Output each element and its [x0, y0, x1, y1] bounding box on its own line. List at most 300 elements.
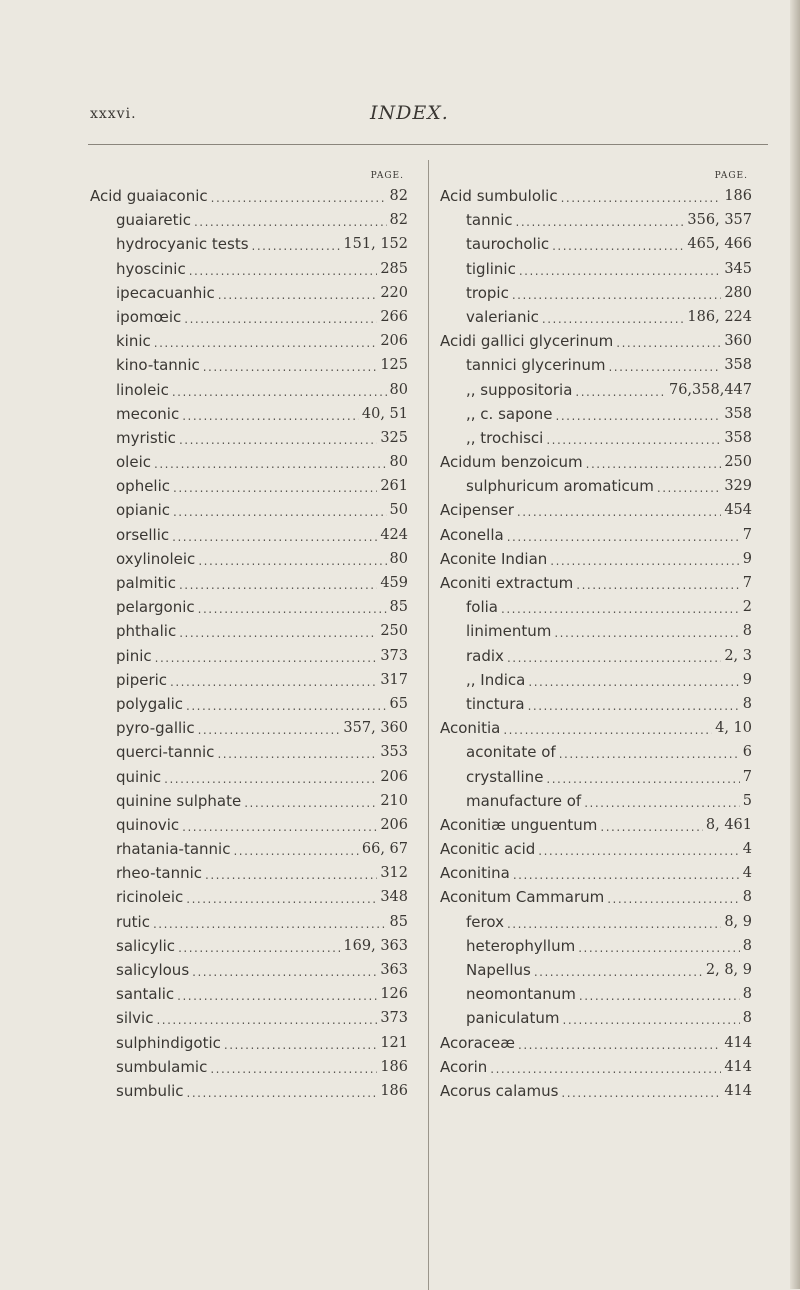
dot-leader [156, 1008, 377, 1032]
entry-term: opianic [116, 501, 170, 520]
entry-pages: 8, 461 [705, 816, 752, 833]
index-entry [440, 861, 752, 885]
entry-pages: 356, 357 [687, 212, 752, 229]
index-entry [90, 1079, 408, 1103]
entry-term: valerianic [466, 307, 539, 326]
entry-term: crystalline [466, 767, 544, 786]
entry-term: hyoscinic [116, 259, 186, 278]
entry-pages: 186 [380, 1082, 408, 1099]
entry-pages: 125 [380, 357, 408, 374]
entry-term: Acipenser [440, 501, 514, 520]
dot-leader [528, 670, 739, 694]
entry-term: piperic [116, 670, 168, 689]
entry-pages: 2 [742, 599, 752, 616]
entry-pages: 373 [380, 647, 408, 664]
index-entry [440, 232, 752, 256]
entry-term: Aconitic acid [440, 840, 536, 859]
index-entry [90, 885, 408, 909]
entry-term: Acorus calamus [440, 1081, 559, 1100]
index-entry [440, 281, 752, 305]
entry-pages: 363 [380, 962, 408, 978]
index-entry [440, 740, 752, 764]
entry-term: polygalic [116, 694, 184, 713]
entry-pages: 50 [389, 502, 408, 519]
entry-term: pinic [116, 646, 152, 665]
entry-pages: 358 [724, 429, 752, 446]
index-entry [90, 184, 408, 208]
entry-term: ,, trochisci [466, 428, 544, 447]
entry-term: tinctura [466, 694, 525, 713]
dot-leader [164, 767, 377, 791]
entry-term: Acid sumbulolic [440, 187, 558, 205]
entry-term: salicylic [116, 936, 176, 955]
entry-pages: 414 [724, 1082, 752, 1099]
entry-term: Napellus [466, 961, 531, 979]
entry-term: quinovic [116, 815, 180, 834]
index-entry [440, 1055, 752, 1079]
entry-term: paniculatum [466, 1009, 560, 1028]
entry-pages: 9 [742, 550, 752, 567]
index-entry [440, 716, 752, 740]
dot-leader [552, 234, 684, 258]
entry-pages: 186, 224 [687, 308, 752, 325]
dot-leader [528, 694, 740, 718]
entry-pages: 85 [389, 599, 408, 616]
entry-term: tannici glycerinum [466, 356, 606, 375]
entry-term: santalic [116, 985, 175, 1004]
entry-term: quinine sulphate [116, 791, 242, 810]
dot-leader [538, 839, 739, 863]
index-entry [440, 910, 752, 934]
dot-leader [184, 307, 377, 331]
entry-pages: 169, 363 [343, 937, 408, 954]
dot-leader [550, 549, 739, 573]
index-column-right [440, 169, 752, 1103]
entry-term: Aconitina [440, 864, 510, 883]
entry-term: aconitate of [466, 743, 556, 762]
dot-leader [512, 283, 721, 307]
entry-term: palmitic [116, 574, 176, 592]
entry-pages: 7 [742, 575, 752, 591]
entry-pages: 76,358,447 [668, 381, 752, 398]
entry-pages: 80 [389, 454, 408, 471]
index-entry [90, 668, 408, 692]
entry-term: sulphuricum aromaticum [466, 477, 654, 496]
index-entry [90, 498, 408, 522]
dot-leader [179, 428, 377, 452]
index-entry [90, 765, 408, 789]
index-entry [440, 885, 752, 909]
dot-leader [608, 355, 721, 379]
entry-pages: 2, 3 [724, 647, 752, 664]
dot-leader [177, 984, 377, 1008]
entry-term: oxylinoleic [116, 549, 196, 568]
entry-pages: 8 [742, 623, 752, 640]
entry-pages: 7 [742, 768, 752, 785]
entry-term: Acoraceæ [440, 1033, 515, 1052]
index-entry [440, 547, 752, 571]
dot-leader [516, 210, 685, 234]
entry-term: rhatania-tannic [116, 840, 231, 859]
dot-leader [244, 791, 377, 815]
index-entry [440, 571, 752, 595]
entry-term: linoleic [116, 380, 169, 399]
entry-term: quinic [116, 767, 162, 786]
dot-leader [616, 331, 721, 355]
index-entry [90, 789, 408, 813]
dot-leader [561, 1081, 721, 1105]
index-entry [440, 958, 752, 982]
index-entry [90, 910, 408, 934]
index-entry [90, 281, 408, 305]
dot-leader [607, 887, 740, 911]
index-entry [90, 353, 408, 377]
dot-leader [170, 670, 377, 694]
entry-pages: 317 [380, 671, 408, 688]
dot-leader [205, 863, 377, 887]
entry-term: radix [466, 646, 504, 665]
entry-term: sumbulamic [116, 1057, 208, 1076]
entry-term: heterophyllum [466, 936, 576, 955]
entry-pages: 4, 10 [715, 720, 752, 737]
dot-leader [575, 380, 666, 404]
entry-term: hydrocyanic tests [116, 235, 249, 254]
index-entry [90, 595, 408, 619]
index-entry [440, 353, 752, 377]
dot-leader [542, 307, 685, 331]
entry-pages: 7 [742, 526, 752, 543]
dot-leader [182, 404, 359, 428]
dot-leader [210, 1057, 377, 1081]
dot-leader [153, 912, 387, 936]
dot-leader [186, 887, 377, 911]
dot-leader [182, 815, 377, 839]
entry-pages: 8, 9 [724, 913, 752, 930]
entry-term: neomontanum [466, 985, 576, 1004]
index-entry [440, 329, 752, 353]
dot-leader [154, 331, 378, 355]
index-entry [440, 765, 752, 789]
entry-pages: 454 [724, 502, 752, 519]
entry-term: Acid guaiaconic [90, 187, 208, 205]
dot-leader [546, 767, 739, 791]
entry-term: ipecacuanhic [116, 283, 215, 302]
entry-pages: 5 [742, 792, 752, 809]
entry-pages: 250 [380, 623, 408, 640]
entry-term: kino-tannic [116, 356, 200, 375]
dot-leader [519, 259, 721, 283]
index-entry [90, 934, 408, 958]
entry-term: meconic [116, 404, 180, 423]
dot-leader [217, 742, 377, 766]
entry-term: Aconella [440, 525, 504, 544]
page-number: xxxvi. [90, 106, 137, 122]
index-entry [440, 1006, 752, 1030]
index-entry [90, 813, 408, 837]
dot-leader [513, 863, 740, 887]
index-entry [440, 257, 752, 281]
entry-term: sumbulic [116, 1081, 184, 1100]
dot-leader [198, 549, 386, 573]
entry-term: rutic [116, 912, 150, 931]
dot-leader [178, 936, 340, 960]
index-entry [90, 982, 408, 1006]
dot-leader [546, 428, 721, 452]
dot-leader [518, 1033, 721, 1057]
column-divider [428, 160, 429, 1290]
page-edge [790, 0, 800, 1289]
dot-leader [501, 597, 740, 621]
entry-pages: 312 [380, 865, 408, 882]
entry-pages: 206 [380, 816, 408, 833]
entry-term: taurocholic [466, 235, 550, 254]
entry-term: ophelic [116, 477, 171, 496]
entry-term: Aconitia [440, 719, 501, 738]
entry-pages: 82 [389, 212, 408, 229]
entry-term: tannic [466, 211, 513, 230]
index-entry [440, 692, 752, 716]
dot-leader [559, 742, 740, 766]
entry-term: Aconitum Cammarum [440, 888, 605, 907]
entry-pages: 414 [724, 1058, 752, 1075]
entry-term: myristic [116, 428, 176, 447]
index-entry [440, 789, 752, 813]
entry-pages: 206 [380, 768, 408, 785]
index-entry [440, 837, 752, 861]
index-entry [90, 426, 408, 450]
dot-leader [155, 646, 378, 670]
entry-pages: 40, 51 [361, 405, 408, 422]
running-head [90, 102, 740, 130]
entry-pages: 4 [742, 841, 752, 858]
dot-leader [198, 597, 387, 621]
entry-pages: 121 [380, 1034, 408, 1051]
index-entry [90, 692, 408, 716]
index-entry [90, 450, 408, 474]
entry-term: linimentum [466, 622, 552, 641]
entry-pages: 220 [380, 284, 408, 301]
entry-pages: 261 [380, 478, 408, 495]
entry-term: querci-tannic [116, 743, 215, 762]
entry-term: folia [466, 598, 498, 617]
entry-term: pyro-gallic [116, 719, 195, 738]
dot-leader [586, 452, 722, 476]
entry-term: Aconiti extractum [440, 574, 574, 592]
index-entry [440, 619, 752, 643]
entry-pages: 266 [380, 308, 408, 325]
entry-term: oleic [116, 453, 151, 472]
dot-leader [224, 1033, 377, 1057]
dot-leader [507, 912, 721, 936]
dot-leader [218, 283, 378, 307]
entry-pages: 280 [724, 284, 752, 301]
index-entry [90, 547, 408, 571]
dot-leader [517, 500, 721, 524]
dot-leader [173, 500, 387, 524]
index-entry [90, 305, 408, 329]
entry-term: Aconitiæ unguentum [440, 815, 598, 834]
index-entry [440, 1079, 752, 1103]
index-entry [90, 329, 408, 353]
index-entry [90, 716, 408, 740]
dot-leader [584, 791, 740, 815]
entry-pages: 80 [389, 381, 408, 398]
entry-pages: 85 [389, 913, 408, 930]
index-entry [90, 232, 408, 256]
dot-leader [233, 839, 358, 863]
entry-pages: 353 [380, 744, 408, 761]
index-entry [440, 208, 752, 232]
dot-leader [186, 694, 387, 718]
entry-pages: 186 [380, 1058, 408, 1075]
entry-pages: 6 [742, 744, 752, 761]
entry-term: salicylous [116, 961, 190, 979]
entry-pages: 345 [724, 260, 752, 277]
entry-term: silvic [116, 1009, 154, 1028]
index-entry [90, 474, 408, 498]
dot-leader [503, 718, 712, 742]
entry-term: Aconite Indian [440, 549, 548, 568]
dot-leader [490, 1057, 721, 1081]
dot-leader [203, 355, 378, 379]
index-entry [440, 378, 752, 402]
entry-pages: 66, 67 [361, 841, 408, 858]
entry-term: phthalic [116, 622, 177, 641]
index-entry [90, 837, 408, 861]
index-entry [440, 402, 752, 426]
entry-pages: 9 [742, 671, 752, 688]
index-entry [90, 1006, 408, 1030]
index-entry [90, 740, 408, 764]
index-entry [90, 402, 408, 426]
index-entry [440, 523, 752, 547]
entry-term: Acidum benzoicum [440, 453, 583, 472]
dot-leader [252, 234, 341, 258]
entry-pages: 82 [389, 188, 408, 204]
entry-term: tiglinic [466, 259, 516, 278]
dot-leader [534, 960, 703, 984]
entry-pages: 8 [742, 1010, 752, 1027]
index-entry [90, 1055, 408, 1079]
index-entry [440, 498, 752, 522]
dot-leader [561, 186, 722, 210]
index-entry [90, 958, 408, 982]
page-column-label: PAGE. [714, 171, 748, 181]
dot-leader [507, 525, 740, 549]
dot-leader [563, 1008, 740, 1032]
entry-pages: 357, 360 [343, 720, 408, 737]
entry-term: ,, c. sapone [466, 404, 553, 423]
index-entry [90, 378, 408, 402]
entry-pages: 210 [380, 792, 408, 809]
dot-leader [578, 936, 740, 960]
dot-leader [556, 404, 722, 428]
dot-leader [211, 186, 387, 210]
entry-pages: 459 [380, 575, 408, 591]
dot-leader [187, 1081, 378, 1105]
entry-pages: 358 [724, 357, 752, 374]
dot-leader [179, 573, 377, 597]
dot-leader [600, 815, 702, 839]
entry-term: ricinoleic [116, 888, 184, 907]
dot-leader [657, 476, 721, 500]
dot-leader [173, 476, 377, 500]
entry-pages: 358 [724, 405, 752, 422]
dot-leader [154, 452, 387, 476]
index-entry [90, 861, 408, 885]
page-column-label: PAGE. [370, 171, 404, 181]
dot-leader [192, 960, 377, 984]
entry-pages: 126 [380, 986, 408, 1003]
entry-pages: 325 [380, 429, 408, 446]
entry-pages: 465, 466 [687, 236, 752, 253]
entry-pages: 285 [380, 260, 408, 277]
entry-term: Acidi gallici glycerinum [440, 332, 614, 351]
entry-pages: 206 [380, 333, 408, 350]
index-entry [440, 668, 752, 692]
dot-leader [198, 718, 341, 742]
dot-leader [579, 984, 740, 1008]
entry-term: orsellic [116, 525, 170, 544]
index-entry [440, 595, 752, 619]
index-entry [90, 523, 408, 547]
entry-pages: 8 [742, 986, 752, 1003]
entry-pages: 373 [380, 1010, 408, 1027]
entry-term: pelargonic [116, 598, 195, 617]
entry-pages: 151, 152 [343, 236, 408, 253]
index-entry [90, 208, 408, 232]
index-entry [440, 934, 752, 958]
entry-term: guaiaretic [116, 211, 191, 230]
index-entry [440, 1031, 752, 1055]
page-title: INDEX. [370, 102, 449, 124]
entry-pages: 4 [742, 865, 752, 882]
dot-leader [554, 621, 739, 645]
index-column-left [90, 169, 408, 1103]
entry-term: ferox [466, 912, 504, 931]
index-entry [440, 644, 752, 668]
index-entry [440, 184, 752, 208]
dot-leader [172, 380, 387, 404]
entry-pages: 424 [380, 526, 408, 543]
entry-term: ,, Indica [466, 670, 526, 689]
entry-term: Acorin [440, 1057, 488, 1076]
dot-leader [576, 573, 740, 597]
entry-pages: 8 [742, 889, 752, 906]
entry-pages: 414 [724, 1034, 752, 1051]
entry-term: rheo-tannic [116, 864, 203, 883]
entry-term: tropic [466, 283, 509, 302]
entry-pages: 8 [742, 937, 752, 954]
index-entry [90, 1031, 408, 1055]
entry-pages: 8 [742, 695, 752, 712]
entry-term: kinic [116, 332, 151, 351]
entry-pages: 329 [724, 478, 752, 495]
entry-pages: 186 [724, 188, 752, 204]
index-entry [90, 257, 408, 281]
entry-term: ,, suppositoria [466, 380, 573, 399]
dot-leader [172, 525, 377, 549]
index-entry [440, 813, 752, 837]
dot-leader [189, 259, 378, 283]
index-entry [440, 450, 752, 474]
header-rule [88, 144, 768, 145]
dot-leader [194, 210, 387, 234]
entry-pages: 2, 8, 9 [705, 962, 752, 978]
entry-term: ipomœic [116, 307, 182, 326]
entry-pages: 360 [724, 333, 752, 350]
index-entry [90, 619, 408, 643]
